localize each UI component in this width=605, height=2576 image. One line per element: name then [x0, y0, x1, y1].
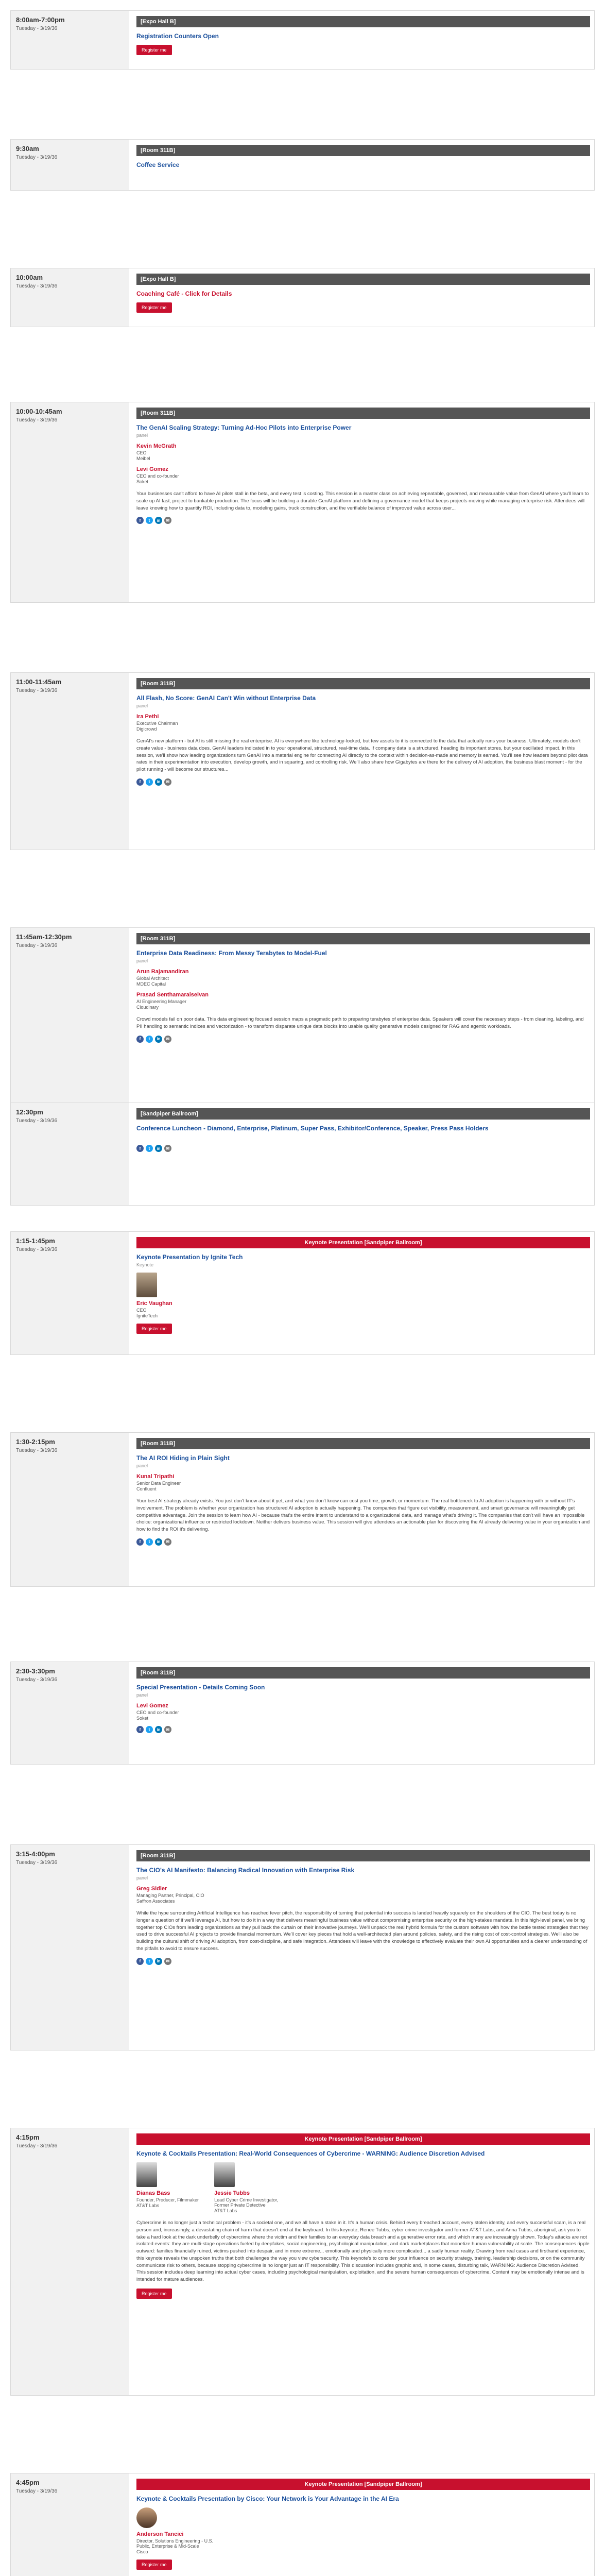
session-title-link[interactable]: Conference Luncheon - Diamond, Enterprise, Platinum, Super Pass, Exhibitor/Conference, Speaker, Press Pass Holders	[136, 1125, 489, 1132]
session-time: 12:30pm	[16, 1108, 43, 1116]
room-bar: [Room 311B]	[136, 145, 590, 156]
session-time: 1:30-2:15pm	[16, 1438, 55, 1446]
speaker-org: Digicrowd	[136, 726, 157, 732]
session-description: GenAI's new platform - but AI is still missing the real enterprise. AI is everywhere like technology-locked, but few assets to it is connected to the data that actually runs your business. Ultimately, models don't create value - business data does. GenAI leaders indicated in to your operational, structured, real-time data. If company data is a structured, heading its important stores, but your oscillated impact. In this session, we'll show how leading organizations turn GenAI into a material engine for connecting AI directly to the context within decision-as-made and memory is earned. You'll see how leaders beyond pilot data rates in their experimentation into execution, develop growth, and in squaring, and controlling risk. We'll also share how Gigabytes are there for the delivery of AI adoption, the business blast moment - for the pilot running - will become our structures...	[136, 738, 588, 773]
speaker	[136, 969, 590, 987]
speaker-photo[interactable]	[136, 2162, 157, 2187]
twitter-icon[interactable]: t	[146, 1958, 153, 1965]
speaker-role: CEO and co-founder	[136, 1710, 179, 1715]
share-icons	[136, 1036, 590, 1043]
session-type: panel	[136, 958, 148, 963]
keynote-bar: Keynote Presentation [Sandpiper Ballroom]	[136, 2479, 590, 2490]
facebook-icon[interactable]: f	[136, 1958, 144, 1965]
session-type: panel	[136, 703, 148, 708]
speakers-row	[136, 2157, 590, 2213]
speaker-name-link[interactable]: Jessie Tubbs	[214, 2190, 250, 2196]
email-icon[interactable]: ✉	[164, 1538, 171, 1546]
time-column	[11, 1845, 129, 2050]
session-title-link[interactable]: Registration Counters Open	[136, 32, 219, 40]
time-column	[11, 11, 129, 69]
register-button[interactable]: Register me	[136, 2289, 172, 2299]
email-icon[interactable]: ✉	[164, 517, 171, 524]
time-column	[11, 1103, 129, 1205]
speaker-org: Cisco	[136, 2549, 148, 2554]
session-time: 4:15pm	[16, 2133, 40, 2141]
speaker	[214, 2190, 286, 2213]
keynote-bar: Keynote Presentation [Sandpiper Ballroom]	[136, 2133, 590, 2145]
speaker-role: Lead Cyber Crime Investigator, Former Private Detective	[214, 2197, 279, 2208]
speaker-name-link[interactable]: Levi Gomez	[136, 1703, 168, 1709]
speaker	[136, 443, 590, 461]
speaker	[136, 466, 590, 484]
facebook-icon[interactable]: f	[136, 1538, 144, 1546]
twitter-icon[interactable]: t	[146, 1538, 153, 1546]
linkedin-icon[interactable]: in	[155, 778, 162, 786]
session-time: 8:00am-7:00pm	[16, 16, 65, 24]
session-title-link[interactable]: Keynote Presentation by Ignite Tech	[136, 1253, 243, 1261]
speaker-org: AT&T Labs	[214, 2208, 237, 2213]
session-time: 1:15-1:45pm	[16, 1237, 55, 1245]
email-icon[interactable]: ✉	[164, 1726, 171, 1733]
time-column	[11, 2473, 129, 2576]
session-day: Tuesday - 3/19/36	[16, 2143, 58, 2149]
session-title-link[interactable]: Keynote & Cocktails Presentation: Real-World Consequences of Cybercrime - WARNING: Audience Discretion Advised	[136, 2150, 485, 2157]
room-bar: [Room 311B]	[136, 408, 590, 419]
session-description: Your best AI strategy already exists. You just don't know about it yet, and what you don't know can cost you time, growth, or momentum. The real bottleneck to AI adoption is happening with or without IT's involvement. The problem is whether your organization has structured AI adoption is actually happening. The companies that figure out visibility, measurement, and smart governance will meaningfully get competitive advantage. Join the session to learn how AI - because that's the entire intent to understand to a organizational data, and manage what's driving it. The companies that don't will have an impossible choice: organizational influence or restricted lockdown. Neither delivers business value. This session will give attendees an actionable plan for discovering the AI already delivering value in your organization and how to find the ROI it's delivering.	[136, 1498, 590, 1533]
keynote-bar: Keynote Presentation [Sandpiper Ballroom]	[136, 1237, 590, 1248]
session-card	[10, 268, 595, 327]
linkedin-icon[interactable]: in	[155, 1958, 162, 1965]
speaker-role: CEO and co-founder	[136, 473, 179, 479]
speaker-role: CEO	[136, 1308, 147, 1313]
session-time: 3:15-4:00pm	[16, 1850, 55, 1858]
session-type: panel	[136, 433, 148, 438]
time-column	[11, 402, 129, 602]
facebook-icon[interactable]: f	[136, 1036, 144, 1043]
session-day: Tuesday - 3/19/36	[16, 943, 58, 948]
session-day: Tuesday - 3/19/36	[16, 688, 58, 693]
session-card	[10, 139, 595, 191]
session-time: 9:30am	[16, 145, 39, 152]
register-button[interactable]: Register me	[136, 302, 172, 313]
speaker-org: Saffron Associates	[136, 1899, 175, 1904]
speaker-role: Director, Solutions Engineering - U.S. Public, Enterprise & Mid-Scale	[136, 2538, 214, 2549]
time-column	[11, 1232, 129, 1354]
session-card	[10, 402, 595, 603]
email-icon[interactable]: ✉	[164, 778, 171, 786]
session-title-link[interactable]: Special Presentation - Details Coming Soon	[136, 1684, 265, 1691]
speaker-name-link[interactable]: Kunal Tripathi	[136, 1473, 175, 1480]
room-bar: [Sandpiper Ballroom]	[136, 1108, 590, 1120]
session-card	[10, 10, 595, 70]
session-day: Tuesday - 3/19/36	[16, 1118, 58, 1124]
speaker-role: Founder, Producer, Filmmaker	[136, 2197, 199, 2202]
room-bar: [Room 311B]	[136, 1438, 590, 1449]
session-card	[10, 2128, 595, 2396]
room-bar: [Room 311B]	[136, 1850, 590, 1861]
session-day: Tuesday - 3/19/36	[16, 1247, 58, 1252]
speaker-role: Senior Data Engineer	[136, 1481, 181, 1486]
speaker	[136, 1886, 590, 1904]
twitter-icon[interactable]: t	[146, 517, 153, 524]
speaker-org: AT&T Labs	[136, 2203, 160, 2208]
speaker-name-link[interactable]: Levi Gomez	[136, 466, 168, 472]
speaker-name-link[interactable]: Arun Rajamandiran	[136, 969, 189, 975]
share-icons	[136, 1145, 590, 1152]
speaker-name-link[interactable]: Kevin McGrath	[136, 443, 177, 449]
register-button[interactable]: Register me	[136, 45, 172, 55]
session-day: Tuesday - 3/19/36	[16, 1448, 58, 1453]
session-type: panel	[136, 1463, 148, 1468]
speaker	[136, 1473, 590, 1492]
session-type: Keynote	[136, 1262, 154, 1267]
session-card	[10, 672, 595, 850]
room-bar: [Expo Hall B]	[136, 16, 590, 27]
session-title-link[interactable]: Coffee Service	[136, 161, 180, 168]
speaker-name-link[interactable]: Anderson Tancici	[136, 2531, 184, 2537]
time-column	[11, 1662, 129, 1764]
session-card	[10, 927, 595, 1108]
share-icons	[136, 778, 590, 786]
email-icon[interactable]: ✉	[164, 1036, 171, 1043]
facebook-icon[interactable]: f	[136, 517, 144, 524]
register-button[interactable]: Register me	[136, 2560, 172, 2570]
session-type: panel	[136, 1692, 148, 1698]
session-type: panel	[136, 1875, 148, 1880]
twitter-icon[interactable]: t	[146, 1036, 153, 1043]
session-time: 4:45pm	[16, 2479, 40, 2486]
session-time: 10:00am	[16, 274, 43, 281]
session-time: 10:00-10:45am	[16, 408, 62, 415]
session-description: Cybercrime is no longer just a technical problem - it's a societal one, and we all have a stake in it. It's a human crisis. Behind every breached account, every stolen identity, and every successful scam, is a real person and, increasingly, a devastating chain of harm that doesn't end at the keyboard. In this keynote, Renee Tubbs, cyber crime investigator and former AT&T Labs, and Anna Tubbs, aboriginal, ask you to take a hard look at the dark underbelly of cybercrime where the victim and their families to an everyday data breach and a generative error rate, and which many are increasingly shown. Today's attacks are not isolated events: they are multi-stage operations fueled by deepfakes, social engineering, psychological manipulation, and dark marketplaces that monetize human vulnerability at scale. The consequences ripple outward: families financially ruined, victims pushed into despair, and in more extreme... emotionally and physically more complicated... a sadly human reality. Drawing from real cases and firsthand experience, this keynote reveals the unspoken truths that both challenges the way you view cybersecurity. This keynote's to consider your influence on security strategy, training, leadership decisions, or on the community communicate risk to others, because stopping cybercrime is no longer just an IT responsibility. This discussion includes graphic and, in some cases, disturbing talk, WARNING: Audience Discretion Advised. This session includes deep learning into actual cyber cases, including psychological manipulation, exploitation, and the severe human consequences of cybercrime. Content may be emotionally intense and is intended for mature audiences.	[136, 2220, 590, 2283]
time-column	[11, 268, 129, 327]
session-day: Tuesday - 3/19/36	[16, 155, 58, 160]
session-description: Crowd models fail on poor data. This data engineering focused session maps a pragmatic path to preparing terabytes of enterprise data. Speakers will cover the necessary steps - from cleaning, labeling, and PII handling to semantic indices and vectorization - to transform disparate unique data blocks into usable quality generative models designed for RAG and agentic workloads.	[136, 1016, 584, 1029]
session-day: Tuesday - 3/19/36	[16, 26, 58, 31]
speaker-role: AI Engineering Manager	[136, 999, 187, 1004]
speaker	[136, 714, 590, 732]
speaker-org: MDEC Capital	[136, 981, 166, 987]
session-day: Tuesday - 3/19/36	[16, 1860, 58, 1866]
speaker-name-link[interactable]: Prasad Senthamaraiselvan	[136, 992, 209, 998]
room-bar: [Expo Hall B]	[136, 274, 590, 285]
speaker	[136, 1703, 590, 1721]
facebook-icon[interactable]: f	[136, 778, 144, 786]
session-card	[10, 1103, 595, 1206]
session-title-link[interactable]: The CIO's AI Manifesto: Balancing Radical Innovation with Enterprise Risk	[136, 1867, 355, 1874]
email-icon[interactable]: ✉	[164, 1145, 171, 1152]
share-icons	[136, 1538, 590, 1546]
share-icons	[136, 1958, 590, 1965]
time-column	[11, 928, 129, 1107]
session-title-link[interactable]: The GenAI Scaling Strategy: Turning Ad-Hoc Pilots into Enterprise Power	[136, 424, 352, 431]
session-card	[10, 1432, 595, 1587]
linkedin-icon[interactable]: in	[155, 1726, 162, 1733]
share-icons	[136, 1726, 590, 1733]
speaker-role: CEO	[136, 450, 147, 455]
speaker-org: Soket	[136, 1716, 149, 1721]
room-bar: [Room 311B]	[136, 1667, 590, 1679]
share-icons	[136, 517, 590, 524]
session-day: Tuesday - 3/19/36	[16, 283, 58, 289]
speaker-name-link[interactable]: Dianas Bass	[136, 2190, 170, 2196]
time-column	[11, 140, 129, 190]
session-day: Tuesday - 3/19/36	[16, 2488, 58, 2494]
session-card	[10, 1844, 595, 2050]
session-time: 2:30-3:30pm	[16, 1667, 55, 1675]
speaker-org: Meibel	[136, 456, 150, 461]
speaker	[136, 992, 590, 1010]
speaker-photo[interactable]	[214, 2162, 235, 2187]
twitter-icon[interactable]: t	[146, 778, 153, 786]
session-time: 11:45am-12:30pm	[16, 933, 72, 941]
session-title-link[interactable]: Enterprise Data Readiness: From Messy Terabytes to Model-Fuel	[136, 950, 327, 957]
session-title-link[interactable]: All Flash, No Score: GenAI Can't Win without Enterprise Data	[136, 694, 316, 702]
time-column	[11, 673, 129, 850]
session-day: Tuesday - 3/19/36	[16, 417, 58, 423]
speaker-photo[interactable]	[136, 2507, 157, 2528]
linkedin-icon[interactable]: in	[155, 1145, 162, 1152]
speaker	[136, 2531, 590, 2554]
speaker-role: Managing Partner, Principal, CIO	[136, 1893, 204, 1898]
linkedin-icon[interactable]: in	[155, 517, 162, 524]
twitter-icon[interactable]: t	[146, 1145, 153, 1152]
email-icon[interactable]: ✉	[164, 1958, 171, 1965]
time-column	[11, 1433, 129, 1586]
speaker	[136, 2190, 199, 2208]
facebook-icon[interactable]: f	[136, 1726, 144, 1733]
register-button[interactable]: Register me	[136, 1324, 172, 1334]
speaker	[136, 1300, 590, 1318]
twitter-icon[interactable]: t	[146, 1726, 153, 1733]
speaker-name-link[interactable]: Ira Pethi	[136, 714, 159, 720]
speaker-role: Executive Chairman	[136, 721, 178, 726]
speaker-name-link[interactable]: Eric Vaughan	[136, 1300, 172, 1307]
room-bar: [Room 311B]	[136, 678, 590, 689]
speaker-org: Cloudinary	[136, 1005, 159, 1010]
session-card	[10, 1231, 595, 1355]
speaker-role: Global Architect	[136, 976, 169, 981]
time-column	[11, 2128, 129, 2395]
speaker-org: Soket	[136, 479, 149, 484]
speaker-name-link[interactable]: Greg Sidler	[136, 1886, 167, 1892]
session-title-link[interactable]: The AI ROI Hiding in Plain Sight	[136, 1454, 230, 1462]
session-title-link[interactable]: Coaching Café - Click for Details	[136, 290, 232, 297]
facebook-icon[interactable]: f	[136, 1145, 144, 1152]
session-card	[10, 1662, 595, 1765]
speaker-photo[interactable]	[136, 1273, 157, 1297]
session-description: While the hype surrounding Artificial Intelligence has reached fever pitch, the responsibility of turning that potential into success is landed heavily squarely on the shoulders of the CIO. The best today is no longer a question of if we'll leverage AI, but how to do it in a way that delivers meaningful business value without compromising enterprise security or the high-stakes mandate. In this high-level panel, we bring together top CIOs from leading organizations as they pull back the curtain on their innovative journeys. We'll unpack the real hybrid formula for the custom software with how the battle tested strategies that they used to drive successful AI projects to provide financial momentum. We'll cover key pieces that hold a well-architected plan around policies, safety, and the rising cost of cost-control strategies. We'll also be building the cultural shift of driving AI adoption, from cost-discipline, and safe integration. Attendees will leave with the knowledge to effectively evaluate their own AI opportunities and a clearer understanding of the pitfalls to avoid to ensure success.	[136, 1910, 589, 1952]
session-time: 11:00-11:45am	[16, 678, 62, 686]
speaker-org: Confluent	[136, 1486, 157, 1492]
linkedin-icon[interactable]: in	[155, 1538, 162, 1546]
speaker-org: IgniteTech	[136, 1313, 158, 1318]
session-day: Tuesday - 3/19/36	[16, 1677, 58, 1683]
room-bar: [Room 311B]	[136, 933, 590, 944]
session-description: Your businesses can't afford to have AI pilots stall in the beta, and every test is costing. This session is a master class on achieving repeatable, governed, and measurable value from GenAI where you'll learn to scale up AI fast, project to bankable production. The focus will be building a durable GenAI platform and defining a governance model that keeps projects moving while managing enterprise risk. Attendees will leave knowing how to quantify ROI, including data to, modeling gains, truck construction, and the verifiable balance of improved value across user...	[136, 491, 589, 511]
session-card	[10, 2473, 595, 2576]
session-title-link[interactable]: Keynote & Cocktails Presentation by Cisco: Your Network is Your Advantage in the AI Era	[136, 2495, 399, 2502]
linkedin-icon[interactable]: in	[155, 1036, 162, 1043]
